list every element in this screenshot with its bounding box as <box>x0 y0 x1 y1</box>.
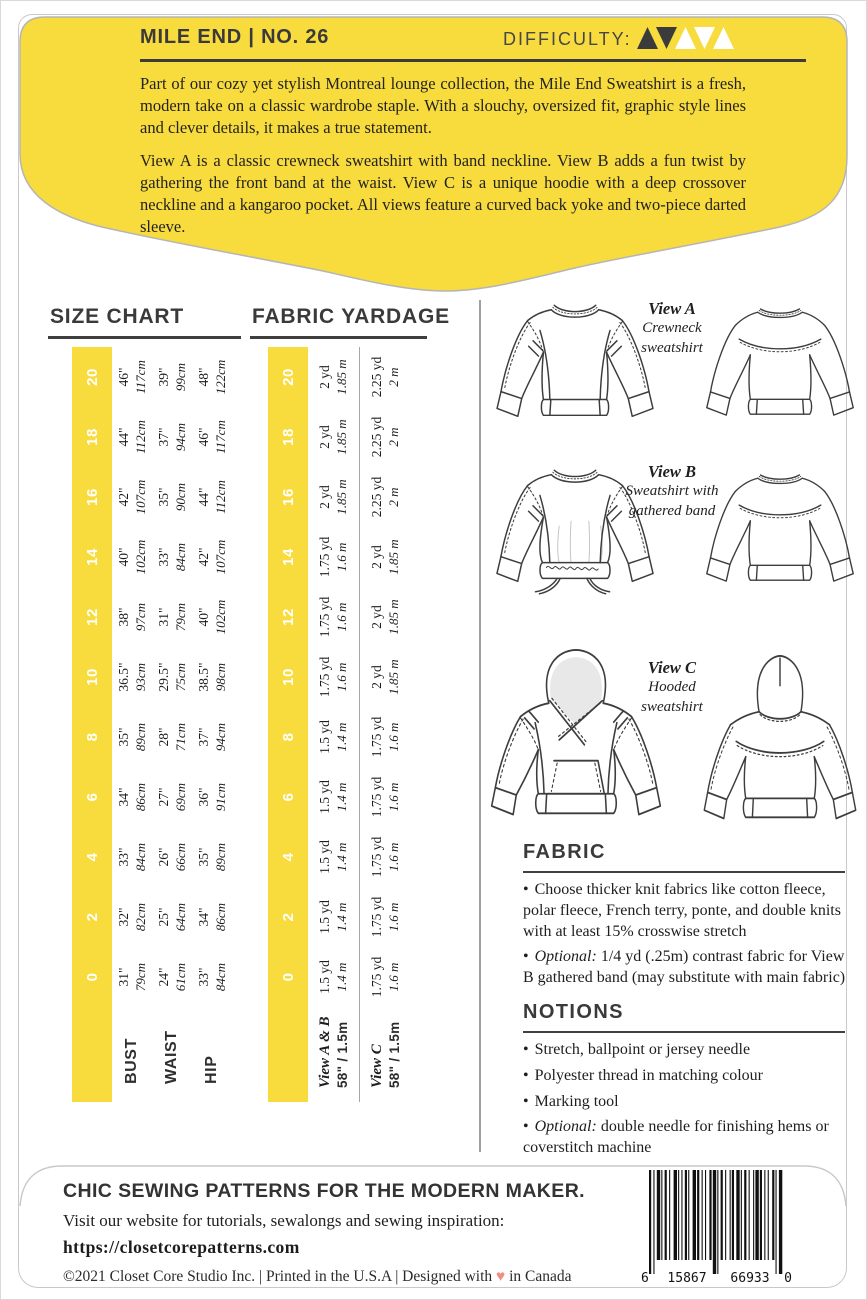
difficulty-triangle-icon <box>637 27 658 49</box>
size-value-cell: 26" 66cm <box>155 842 188 872</box>
view-a-description: Crewneck sweatshirt <box>641 320 703 356</box>
yardage-value-cell: 1.75 yd 1.6 m <box>359 947 410 1007</box>
notions-section-title: NOTIONS <box>523 1001 624 1023</box>
size-value-cell: 39" 99cm <box>155 362 188 392</box>
barcode-bar <box>772 1170 774 1260</box>
barcode-bar <box>744 1170 746 1260</box>
yardage-value-cell: 1.75 yd 1.6 m <box>359 887 410 947</box>
bullet-item: • Choose thicker knit fabrics like cotton fleece, polar fleece, French terry, ponte, and double knits with at least 15% crosswise stretch <box>523 881 841 940</box>
yardage-header-cell: 18 <box>268 407 308 467</box>
barcode-bar <box>736 1170 739 1260</box>
barcode-bar <box>688 1170 689 1260</box>
measurement-label: BUST <box>123 1038 140 1084</box>
barcode-bar <box>753 1170 754 1260</box>
barcode-bar <box>721 1170 723 1260</box>
barcode-bar <box>730 1170 731 1260</box>
barcode-bar <box>705 1170 706 1260</box>
fabric-yardage-underline <box>250 336 427 339</box>
barcode-bar <box>685 1170 687 1260</box>
yardage-value-cell: 2 yd 1.85 m <box>359 527 410 587</box>
footer-tagline: CHIC SEWING PATTERNS FOR THE MODERN MAKER. <box>63 1180 585 1202</box>
size-value-cell: 38.5" 98cm <box>195 662 228 692</box>
yardage-value-cell: 2.25 yd 2 m <box>359 467 410 527</box>
size-value-cell: 31" 79cm <box>155 602 188 632</box>
barcode-bar <box>732 1170 734 1260</box>
barcode-bar <box>768 1170 769 1260</box>
size-value-cell: 40" 102cm <box>115 539 148 575</box>
size-value-cell: 46" 117cm <box>195 420 228 454</box>
yardage-header-cell: 20 <box>268 347 308 407</box>
yardage-value-cell: 2.25 yd 2 m <box>359 347 410 407</box>
yardage-header-cell: 10 <box>268 647 308 707</box>
yardage-value-cell: 1.75 yd 1.6 m <box>317 656 349 698</box>
difficulty-triangle-icon <box>694 27 715 49</box>
size-header-cell: 20 <box>72 347 112 407</box>
size-header-cell: 8 <box>72 707 112 767</box>
pattern-description <box>140 73 746 249</box>
barcode-bar <box>697 1170 699 1260</box>
size-value-cell: 33" 84cm <box>115 842 148 872</box>
yardage-header-cell: 8 <box>268 707 308 767</box>
footer-visit-text: Visit our website for tutorials, sewalongs and sewing inspiration: <box>63 1211 505 1230</box>
view-b-name: View B <box>647 462 697 481</box>
size-header-cell: 10 <box>72 647 112 707</box>
barcode-bar <box>713 1170 716 1274</box>
view-c-back-illustration <box>700 650 860 828</box>
fabric-yardage-table <box>268 347 410 1102</box>
barcode-bar <box>741 1170 742 1260</box>
size-value-cell: 38" 97cm <box>115 602 148 632</box>
size-value-cell: 37" 94cm <box>195 722 228 752</box>
copyright-line <box>63 1268 572 1286</box>
difficulty-label: DIFFICULTY: <box>503 29 632 49</box>
view-a-name: View A <box>648 299 696 318</box>
yardage-value-cell: 1.5 yd 1.4 m <box>317 900 349 934</box>
size-value-cell: 42" 107cm <box>115 479 148 515</box>
yardage-header-cell: 14 <box>268 527 308 587</box>
yardage-value-cell: 2 yd 1.85 m <box>317 359 349 395</box>
size-header-cell: 4 <box>72 827 112 887</box>
barcode-bar <box>657 1170 660 1260</box>
bullet-item: • Optional: double needle for finishing hems or coverstitch machine <box>523 1118 829 1157</box>
size-strip-corner <box>72 1007 112 1102</box>
fabric-yardage-title: FABRIC YARDAGE <box>252 305 450 328</box>
yardage-view-label: View A & B 58" / 1.5m <box>317 1016 350 1088</box>
barcode-bar <box>749 1170 750 1260</box>
barcode-digits: 0 <box>784 1271 792 1286</box>
size-value-cell: 25" 64cm <box>155 902 188 932</box>
size-value-cell: 36" 91cm <box>195 782 228 812</box>
size-value-cell: 42" 107cm <box>195 539 228 575</box>
barcode-digits: 66933 <box>730 1271 770 1286</box>
barcode-bar <box>661 1170 662 1260</box>
size-value-cell: 37" 94cm <box>155 422 188 452</box>
header-rule <box>140 59 806 62</box>
yardage-header-cell: 2 <box>268 887 308 947</box>
view-c-name: View C <box>647 658 697 677</box>
yardage-value-cell: 2 yd 1.85 m <box>317 479 349 515</box>
copyright-text: ©2021 Closet Core Studio Inc. | Printed in the U.S.A | Designed with <box>63 1268 497 1285</box>
column-divider <box>479 300 481 1152</box>
difficulty-rating-icons <box>637 24 735 52</box>
size-value-cell: 35" 89cm <box>115 722 148 752</box>
measurement-label: WAIST <box>163 1030 180 1084</box>
yardage-value-cell: 2 yd 1.85 m <box>359 587 410 647</box>
pattern-title: MILE END | NO. 26 <box>140 26 330 48</box>
yardage-strip-corner <box>268 1007 308 1102</box>
size-value-cell: 44" 112cm <box>195 480 228 514</box>
size-value-cell: 35" 89cm <box>195 842 228 872</box>
barcode-bar <box>760 1170 762 1260</box>
difficulty-triangle-icon <box>675 27 696 49</box>
yardage-value-cell: 1.5 yd 1.4 m <box>317 840 349 874</box>
barcode-bar <box>681 1170 682 1260</box>
size-value-cell: 35" 90cm <box>155 482 188 512</box>
barcode-bar <box>779 1170 782 1274</box>
copyright-text: in Canada <box>505 1268 572 1285</box>
notions-list <box>523 1040 847 1164</box>
bullet-item: • Marking tool <box>523 1092 619 1110</box>
barcode <box>640 1168 795 1288</box>
yardage-header-cell: 12 <box>268 587 308 647</box>
yardage-value-cell: 1.75 yd 1.6 m <box>317 596 349 638</box>
barcode-digits: 6 <box>641 1271 649 1286</box>
yardage-value-cell: 2 yd 1.85 m <box>359 647 410 707</box>
difficulty-triangle-icon <box>713 27 734 49</box>
size-header-cell: 6 <box>72 767 112 827</box>
size-value-cell: 48" 122cm <box>195 359 228 395</box>
yardage-value-cell: 1.75 yd 1.6 m <box>317 536 349 578</box>
heart-icon: ♥ <box>496 1268 506 1285</box>
description-paragraph: View A is a classic crewneck sweatshirt with band neckline. View B adds a fun twist by gathering the front band at the waist. View C is a unique hoodie with a deep crossover neckline and a kangaroo pocket. All views feature a curved back yoke and two-piece darted sleeve. <box>140 150 746 236</box>
barcode-bar <box>725 1170 726 1260</box>
yardage-header-cell: 6 <box>268 767 308 827</box>
website-url[interactable]: https://closetcorepatterns.com <box>63 1237 300 1257</box>
size-header-cell: 16 <box>72 467 112 527</box>
barcode-bar <box>709 1170 711 1260</box>
yardage-value-cell: 1.75 yd 1.6 m <box>359 767 410 827</box>
size-header-cell: 2 <box>72 887 112 947</box>
yardage-value-cell: 1.5 yd 1.4 m <box>317 780 349 814</box>
barcode-bar <box>669 1170 670 1260</box>
size-chart-table <box>72 347 232 1102</box>
size-value-cell: 44" 112cm <box>115 420 148 454</box>
size-value-cell: 32" 82cm <box>115 902 148 932</box>
yardage-header-cell: 0 <box>268 947 308 1007</box>
yardage-view-label: View C 58" / 1.5m <box>359 1007 410 1102</box>
bullet-item: • Polyester thread in matching colour <box>523 1066 763 1084</box>
barcode-bar <box>755 1170 758 1260</box>
barcode-bar <box>776 1170 777 1274</box>
yardage-value-cell: 1.75 yd 1.6 m <box>359 707 410 767</box>
yardage-value-cell: 2.25 yd 2 m <box>359 407 410 467</box>
size-value-cell: 31" 79cm <box>115 962 148 992</box>
yardage-value-cell: 2 yd 1.85 m <box>317 419 349 455</box>
size-value-cell: 40" 102cm <box>195 599 228 635</box>
size-header-cell: 12 <box>72 587 112 647</box>
barcode-bar <box>678 1170 679 1260</box>
barcode-bar <box>702 1170 703 1260</box>
view-c-description: Hooded sweatshirt <box>641 679 703 715</box>
size-value-cell: 46" 117cm <box>115 360 148 394</box>
size-value-cell: 24" 61cm <box>155 962 188 992</box>
size-header-cell: 14 <box>72 527 112 587</box>
description-paragraph: Part of our cozy yet stylish Montreal lounge collection, the Mile End Sweatshirt is a fresh, modern take on a classic wardrobe staple. With a slouchy, oversized fit, graphic style lines and clever details, it makes a true statement. <box>140 74 746 137</box>
barcode-bar <box>717 1170 718 1274</box>
difficulty-triangle-icon <box>656 27 677 49</box>
view-b-back-illustration <box>704 460 856 604</box>
barcode-bar <box>649 1170 651 1274</box>
size-value-cell: 27" 69cm <box>155 782 188 812</box>
yardage-value-cell: 1.5 yd 1.4 m <box>317 720 349 754</box>
size-header-cell: 0 <box>72 947 112 1007</box>
size-value-cell: 34" 86cm <box>115 782 148 812</box>
bullet-item: • Stretch, ballpoint or jersey needle <box>523 1041 751 1058</box>
size-chart-underline <box>48 336 241 339</box>
measurement-label: HIP <box>203 1055 220 1084</box>
size-value-cell: 34" 86cm <box>195 902 228 932</box>
barcode-bar <box>764 1170 765 1260</box>
fabric-section-title: FABRIC <box>523 841 606 863</box>
size-value-cell: 28" 71cm <box>155 722 188 752</box>
yardage-value-cell: 1.5 yd 1.4 m <box>317 960 349 994</box>
yardage-header-cell: 16 <box>268 467 308 527</box>
size-value-cell: 29.5" 75cm <box>155 662 188 692</box>
view-a-label <box>628 299 716 358</box>
barcode-bar <box>693 1170 696 1260</box>
size-header-cell: 18 <box>72 407 112 467</box>
view-a-back-illustration <box>704 294 856 438</box>
barcode-bar <box>653 1170 654 1274</box>
size-value-cell: 36.5" 93cm <box>115 662 148 692</box>
notions-underline <box>523 1031 845 1033</box>
size-value-cell: 33" 84cm <box>155 542 188 572</box>
fabric-list <box>523 880 847 994</box>
view-b-description: Sweatshirt with gathered band <box>625 483 719 519</box>
yardage-value-cell: 1.75 yd 1.6 m <box>359 827 410 887</box>
barcode-bar <box>665 1170 667 1260</box>
barcode-bar <box>674 1170 677 1260</box>
size-value-cell: 33" 84cm <box>195 962 228 992</box>
barcode-digits: 15867 <box>667 1271 707 1286</box>
bullet-item: • Optional: 1/4 yd (.25m) contrast fabric for View B gathered band (may substitute with main fabric) <box>523 948 846 987</box>
fabric-underline <box>523 871 845 873</box>
yardage-header-cell: 4 <box>268 827 308 887</box>
size-chart-title: SIZE CHART <box>50 305 184 328</box>
